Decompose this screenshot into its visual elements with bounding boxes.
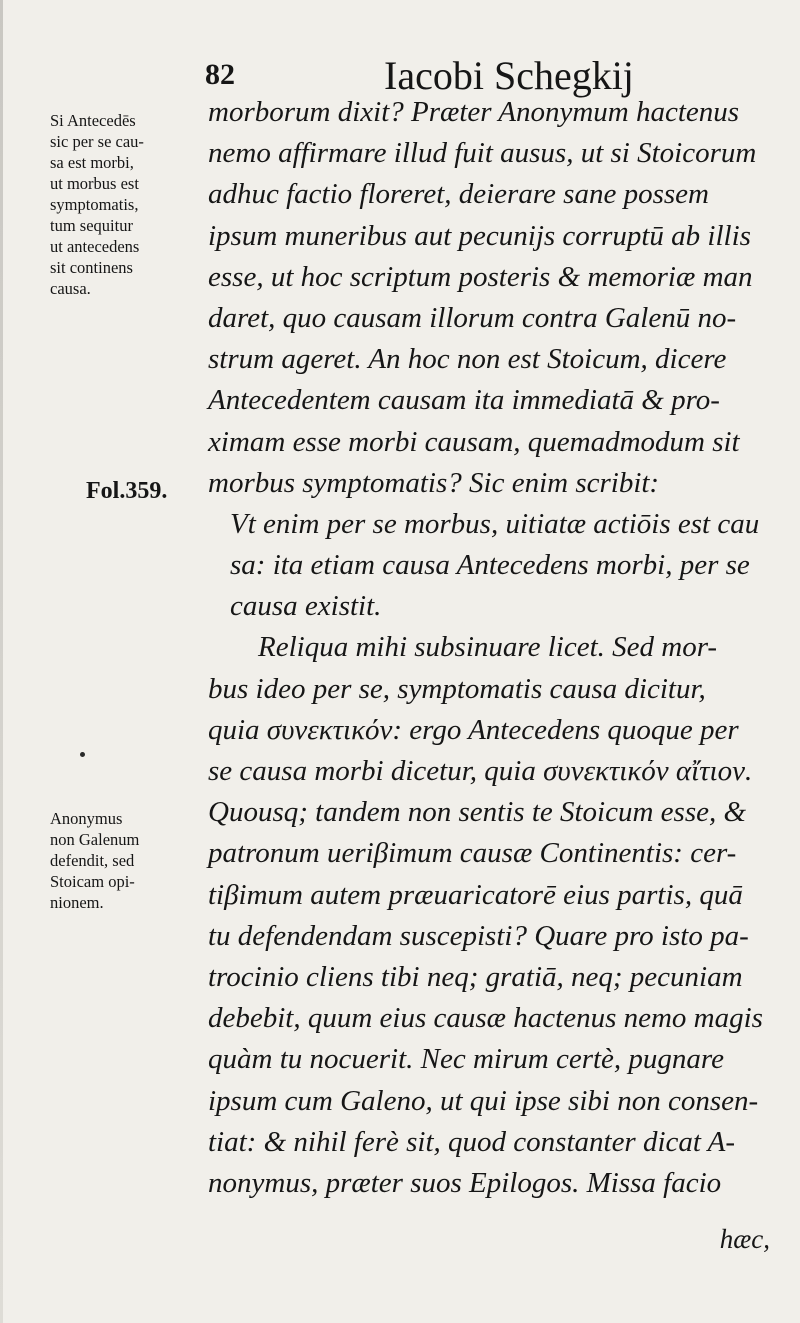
text-line: daret, quo causam illorum contra Galenū no-	[208, 301, 737, 334]
text-line: Antecedentem causam ita immediatā & pro-	[208, 384, 720, 417]
paragraph-start-line: Reliqua mihi subsinuare licet. Sed mor-	[258, 631, 718, 664]
text-line: quia συνεκτικόν: ergo Antecedens quoque per	[208, 713, 739, 746]
margin-note-line: Si Antecedēs	[50, 111, 136, 130]
margin-note-line: ut antecedens	[50, 237, 140, 256]
margin-note-line: non Galenum	[50, 830, 140, 849]
folio-reference: Fol.359.	[86, 478, 168, 504]
margin-note-line: ut morbus est	[50, 174, 139, 193]
text-line: morbus symptomatis? Sic enim scribit:	[208, 466, 660, 499]
margin-note-line: Anonymus	[50, 809, 123, 828]
text-line: tu defendendam suscepisti? Quare pro isto pa-	[208, 919, 749, 952]
catchword: hæc,	[719, 1224, 770, 1254]
main-text-block	[208, 92, 778, 1204]
margin-note-line: sa est morbi,	[50, 153, 134, 172]
text-line: quàm tu nocuerit. Nec mirum certè, pugnare	[208, 1043, 724, 1076]
margin-note-line: sit continens	[50, 258, 133, 277]
margin-note-line: tum sequitur	[50, 216, 133, 235]
text-line: tiat: & nihil ferè sit, quod constanter dicat A-	[208, 1125, 736, 1158]
text-line: ximam esse morbi causam, quemadmodum sit	[208, 425, 740, 458]
text-line: nemo affirmare illud fuit ausus, ut si Stoicorum	[208, 137, 757, 170]
quotation-line: causa existit.	[230, 590, 382, 623]
margin-note-line: defendit, sed	[50, 851, 135, 870]
text-line: tiβimum autem præuaricatorē eius partis, quā	[208, 878, 743, 911]
text-line: adhuc factio floreret, deierare sane possem	[208, 178, 709, 211]
running-title: Iacobi Schegkij	[384, 53, 634, 98]
margin-note-antecedens	[50, 110, 144, 299]
margin-note-line: nionem.	[50, 893, 104, 912]
margin-note-anonymus	[50, 808, 139, 913]
text-line: ipsum muneribus aut pecunijs corruptū ab illis	[208, 219, 751, 252]
page-number: 82	[205, 58, 235, 91]
text-line: Quousq; tandem non sentis te Stoicum esse, &	[208, 796, 747, 829]
ink-speck	[80, 752, 85, 757]
text-line: esse, ut hoc scriptum posteris & memoriæ man	[208, 260, 753, 293]
text-line: patronum ueriβimum causæ Continentis: cer-	[208, 837, 737, 870]
text-line: debebit, quum eius causæ hactenus nemo magis	[208, 1002, 763, 1035]
text-line: ipsum cum Galeno, ut qui ipse sibi non consen-	[208, 1084, 759, 1117]
text-line: se causa morbi dicetur, quia συνεκτικόν αἴτιον.	[208, 755, 753, 787]
text-line: nonymus, præter suos Epilogos. Missa facio	[208, 1166, 722, 1199]
margin-note-line: Stoicam opi-	[50, 872, 135, 891]
quotation-line: Vt enim per se morbus, uitiatæ actiōis est cau	[230, 507, 760, 540]
text-line: trocinio cliens tibi neq; gratiā, neq; pecuniam	[208, 960, 743, 993]
quotation-line: sa: ita etiam causa Antecedens morbi, per se	[230, 549, 750, 582]
text-line: strum ageret. An hoc non est Stoicum, dicere	[208, 343, 727, 376]
margin-note-line: symptomatis,	[50, 195, 139, 214]
text-line: bus ideo per se, symptomatis causa dicitur,	[208, 672, 706, 705]
text-line: morborum dixit? Præter Anonymum hactenus	[208, 96, 740, 128]
margin-note-line: sic per se cau-	[50, 132, 144, 151]
margin-note-line: causa.	[50, 279, 91, 298]
